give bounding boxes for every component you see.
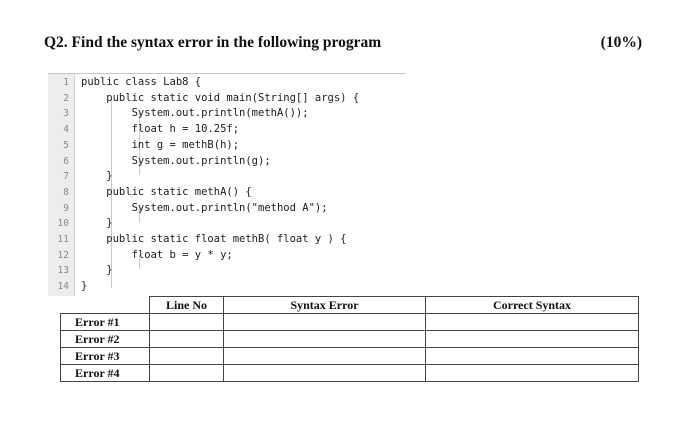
table-row bbox=[61, 348, 639, 365]
header-syntax-error: Syntax Error bbox=[224, 297, 426, 314]
code-text: System.out.println(g); bbox=[81, 154, 271, 167]
line-number: 14 bbox=[57, 281, 69, 293]
error-label: Error #1 bbox=[61, 314, 150, 331]
line-no-cell[interactable] bbox=[150, 365, 224, 382]
correct-syntax-cell[interactable] bbox=[426, 365, 639, 382]
code-text: } bbox=[81, 217, 113, 230]
line-number: 8 bbox=[63, 186, 69, 198]
question-title: Q2. Find the syntax error in the following program bbox=[44, 34, 382, 51]
line-number: 3 bbox=[63, 108, 69, 120]
code-text: System.out.println("method A"); bbox=[81, 201, 328, 214]
line-number: 13 bbox=[57, 265, 69, 277]
line-no-cell[interactable] bbox=[150, 348, 224, 365]
error-label: Error #3 bbox=[61, 348, 150, 365]
line-number: 1 bbox=[63, 77, 69, 88]
code-text: System.out.println(methA()); bbox=[81, 107, 309, 120]
header-blank bbox=[61, 297, 150, 314]
line-number: 5 bbox=[63, 139, 69, 151]
code-text: public static void main(String[] args) { bbox=[81, 91, 360, 104]
table-row bbox=[61, 331, 639, 348]
table-row bbox=[61, 314, 639, 331]
code-text: } bbox=[81, 280, 88, 293]
header-line-no: Line No bbox=[150, 297, 224, 314]
line-number: 4 bbox=[63, 124, 69, 136]
code-text: float b = y * y; bbox=[81, 248, 233, 261]
code-listing bbox=[48, 73, 406, 296]
correct-syntax-cell[interactable] bbox=[426, 314, 639, 331]
line-number: 7 bbox=[63, 171, 69, 183]
line-number: 10 bbox=[57, 218, 69, 230]
error-label: Error #4 bbox=[61, 365, 150, 382]
error-label: Error #2 bbox=[61, 331, 150, 348]
code-text: } bbox=[81, 264, 113, 277]
header-correct-syntax: Correct Syntax bbox=[426, 297, 639, 314]
correct-syntax-cell[interactable] bbox=[426, 348, 639, 365]
table-row bbox=[61, 365, 639, 382]
line-no-cell[interactable] bbox=[150, 331, 224, 348]
code-text: int g = methB(h); bbox=[81, 138, 240, 151]
answer-table-header bbox=[61, 297, 639, 314]
line-number: 2 bbox=[63, 92, 69, 104]
line-number: 11 bbox=[57, 234, 69, 245]
line-number: 6 bbox=[63, 155, 69, 167]
syntax-error-cell[interactable] bbox=[224, 348, 426, 365]
line-number: 9 bbox=[63, 202, 69, 214]
code-text: } bbox=[81, 170, 113, 183]
question-weight: (10%) bbox=[600, 34, 642, 51]
code-text: public class Lab8 { bbox=[81, 76, 202, 88]
syntax-error-cell[interactable] bbox=[224, 331, 426, 348]
answer-table bbox=[60, 296, 639, 382]
syntax-error-cell[interactable] bbox=[224, 365, 426, 382]
line-number: 12 bbox=[57, 249, 69, 261]
code-text: public static methA() { bbox=[81, 185, 252, 198]
code-text: public static float methB( float y ) { bbox=[81, 233, 347, 245]
syntax-error-cell[interactable] bbox=[224, 314, 426, 331]
line-no-cell[interactable] bbox=[150, 314, 224, 331]
code-text: float h = 10.25f; bbox=[81, 123, 240, 136]
correct-syntax-cell[interactable] bbox=[426, 331, 639, 348]
